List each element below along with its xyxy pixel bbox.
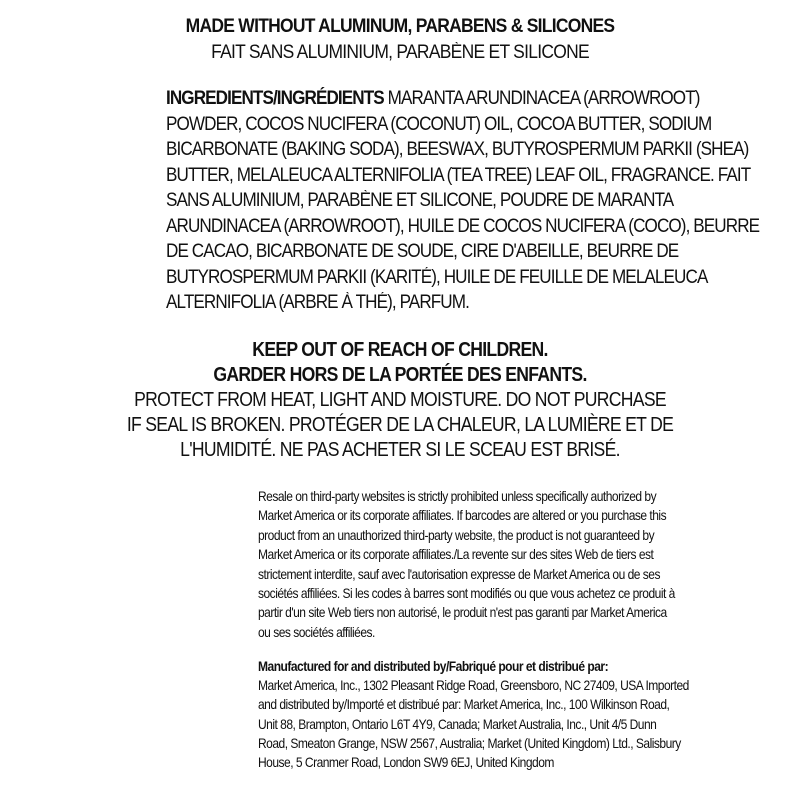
free-from-french: FAIT SANS ALUMINIUM, PARABÈNE ET SILICONE bbox=[211, 42, 589, 63]
free-from-header bbox=[0, 14, 800, 66]
manufacturer-line: Unit 88, Brampton, Ontario L6T 4Y9, Canada; Market Australia, Inc., Unit 4/5 Dunn bbox=[258, 715, 657, 732]
ingredients-block bbox=[166, 86, 760, 316]
resale-line: ou ses sociétés affiliées. bbox=[258, 623, 375, 640]
manufacturer-heading: Manufactured for and distributed by/Fabriqué pour et distribué par: bbox=[258, 658, 609, 674]
warning-children-english: KEEP OUT OF REACH OF CHILDREN. bbox=[252, 339, 548, 361]
resale-line: Market America or its corporate affiliates. If barcodes are altered or you purchase this bbox=[258, 507, 667, 524]
warnings-block bbox=[0, 338, 800, 463]
resale-notice bbox=[258, 487, 678, 642]
ingredients-line: POWDER, COCOS NUCIFERA (COCONUT) OIL, COCOA BUTTER, SODIUM bbox=[166, 113, 712, 135]
ingredients-line: BUTYROSPERMUM PARKII (KARITÉ), HUILE DE FEUILLE DE MELALEUCA bbox=[166, 266, 708, 288]
manufacturer-line: and distributed by/Importé et distribué par: Market America, Inc., 100 Wilkinson Road, bbox=[258, 696, 670, 713]
storage-warning-line: PROTECT FROM HEAT, LIGHT AND MOISTURE. DO NOT PURCHASE bbox=[134, 389, 666, 411]
ingredients-line: DE CACAO, BICARBONATE DE SOUDE, CIRE D'ABEILLE, BEURRE DE bbox=[166, 241, 679, 262]
storage-warning-line: L'HUMIDITÉ. NE PAS ACHETER SI LE SCEAU EST BRISÉ. bbox=[180, 439, 620, 461]
resale-line: strictement interdite, sauf avec l'autorisation expresse de Market America ou de ses bbox=[258, 565, 660, 582]
ingredients-line: SANS ALUMINIUM, PARABÈNE ET SILICONE, POUDRE DE MARANTA bbox=[166, 190, 674, 211]
manufacturer-line: House, 5 Cranmer Road, London SW9 6EJ, United Kingdom bbox=[258, 754, 554, 771]
resale-line: partir d'un site Web tiers non autorisé, le produit n'est pas garanti par Market America bbox=[258, 604, 667, 621]
manufacturer-info bbox=[258, 657, 689, 772]
manufacturer-line: Market America, Inc., 1302 Pleasant Ridge Road, Greensboro, NC 27409, USA Imported bbox=[258, 677, 689, 694]
resale-line: Resale on third-party websites is strictly prohibited unless specifically authorized by bbox=[258, 488, 657, 504]
ingredients-label: INGREDIENTS/INGRÉDIENTS bbox=[166, 88, 384, 109]
resale-line: product from an unauthorized third-party website, the product is not guaranteed by bbox=[258, 526, 655, 543]
resale-line: Market America or its corporate affiliates./La revente sur des sites Web de tiers est bbox=[258, 546, 654, 563]
ingredients-line: ALTERNIFOLIA (ARBRE À THÉ), PARFUM. bbox=[166, 292, 469, 313]
ingredients-first-line bbox=[166, 86, 700, 112]
ingredients-line: BICARBONATE (BAKING SODA), BEESWAX, BUTYROSPERMUM PARKII (SHEA) bbox=[166, 139, 749, 160]
ingredients-first-text: MARANTA ARUNDINACEA (ARROWROOT) bbox=[383, 88, 700, 109]
ingredients-line: ARUNDINACEA (ARROWROOT), HUILE DE COCOS NUCIFERA (COCO), BEURRE bbox=[166, 215, 760, 237]
resale-line: sociétés affiliées. Si les codes à barres sont modifiés ou que vous achetez ce produit à bbox=[258, 585, 675, 602]
warning-children-french: GARDER HORS DE LA PORTÉE DES ENFANTS. bbox=[213, 364, 587, 386]
manufacturer-line: Road, Smeaton Grange, NSW 2567, Australia; Market (United Kingdom) Ltd., Salisbury bbox=[258, 734, 681, 751]
storage-warning-line: IF SEAL IS BROKEN. PROTÉGER DE LA CHALEUR, LA LUMIÈRE ET DE bbox=[126, 414, 674, 436]
free-from-english: MADE WITHOUT ALUMINUM, PARABENS & SILICONES bbox=[185, 16, 615, 37]
ingredients-line: BUTTER, MELALEUCA ALTERNIFOLIA (TEA TREE) LEAF OIL, FRAGRANCE. FAIT bbox=[166, 164, 751, 186]
